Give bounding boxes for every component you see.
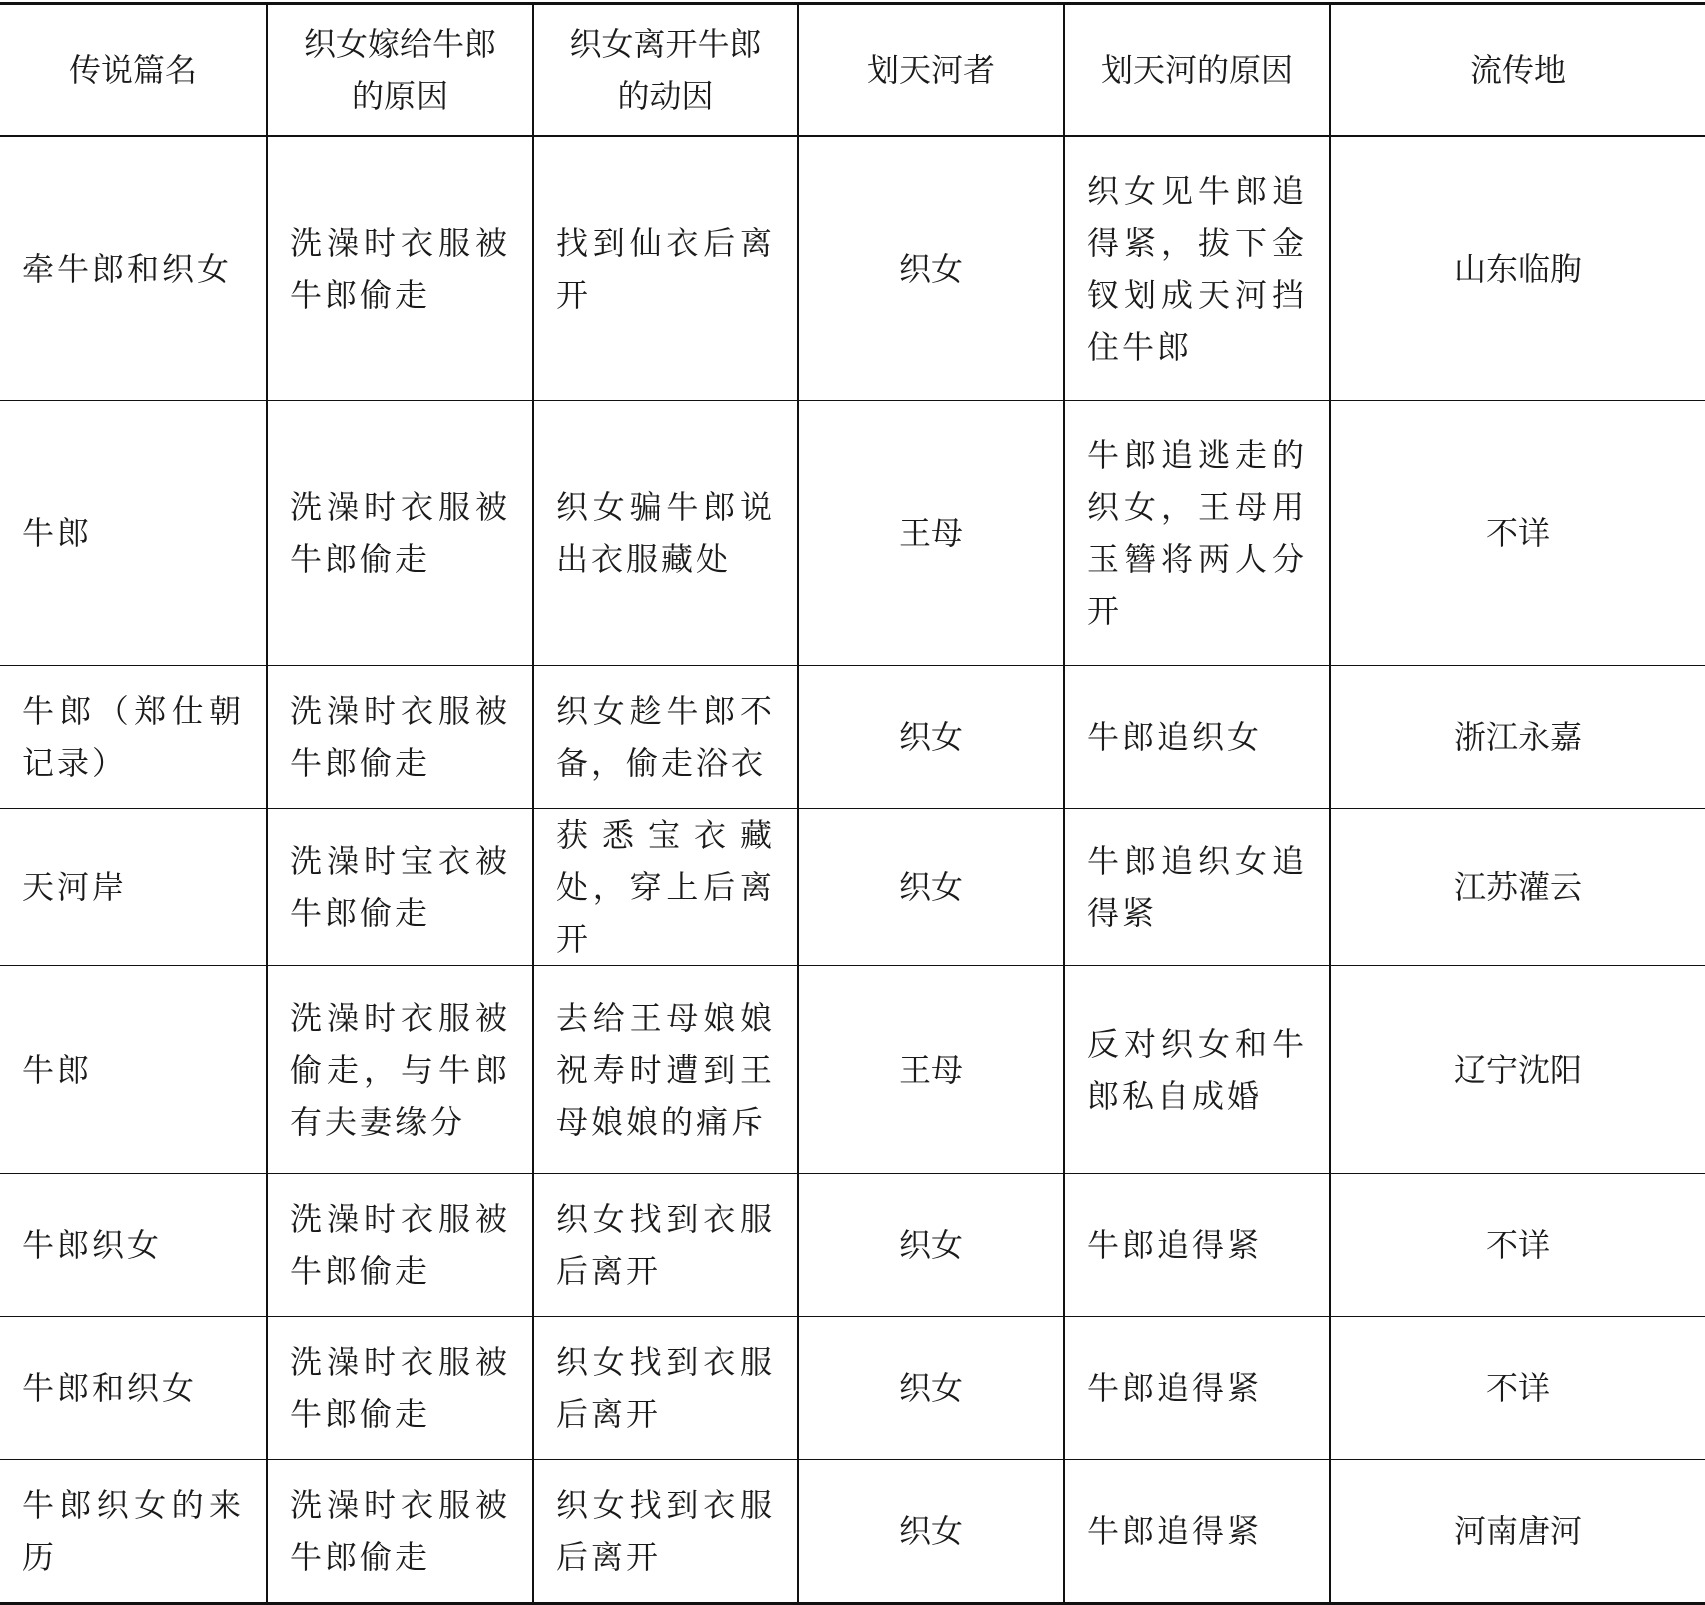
cell-leaving-motive: 去给王母娘娘祝寿时遭到王母娘娘的痛斥 [533, 966, 798, 1174]
cell-region: 山东临朐 [1330, 136, 1705, 401]
cell-region: 辽宁沈阳 [1330, 966, 1705, 1174]
cell-river-reason: 牛郎追织女追得紧 [1064, 809, 1330, 966]
cell-river-reason: 反对织女和牛郎私自成婚 [1064, 966, 1330, 1174]
table-row [0, 966, 1705, 1174]
legend-comparison-table-container [0, 2, 1705, 1605]
cell-leaving-motive: 获悉宝衣藏处，穿上后离开 [533, 809, 798, 966]
cell-region: 不详 [1330, 1317, 1705, 1460]
header-region: 流传地 [1330, 4, 1705, 137]
table-row [0, 136, 1705, 401]
cell-river-reason: 牛郎追织女 [1064, 666, 1330, 809]
cell-marriage-reason: 洗澡时衣服被牛郎偷走 [267, 136, 533, 401]
cell-river-divider: 织女 [798, 136, 1064, 401]
cell-leaving-motive: 织女骗牛郎说出衣服藏处 [533, 401, 798, 666]
cell-region: 不详 [1330, 401, 1705, 666]
header-river-reason: 划天河的原因 [1064, 4, 1330, 137]
cell-region: 浙江永嘉 [1330, 666, 1705, 809]
cell-river-reason: 牛郎追逃走的织女，王母用玉簪将两人分开 [1064, 401, 1330, 666]
header-marriage-reason: 织女嫁给牛郎的原因 [267, 4, 533, 137]
cell-title: 牛郎织女 [0, 1174, 267, 1317]
cell-river-divider: 王母 [798, 401, 1064, 666]
header-leaving-motive: 织女离开牛郎的动因 [533, 4, 798, 137]
header-river-divider: 划天河者 [798, 4, 1064, 137]
cell-river-reason: 牛郎追得紧 [1064, 1174, 1330, 1317]
cell-marriage-reason: 洗澡时衣服被牛郎偷走 [267, 1460, 533, 1604]
cell-title: 牛郎 [0, 966, 267, 1174]
cell-river-reason: 牛郎追得紧 [1064, 1460, 1330, 1604]
cell-marriage-reason: 洗澡时衣服被牛郎偷走 [267, 1174, 533, 1317]
cell-marriage-reason: 洗澡时衣服被牛郎偷走 [267, 401, 533, 666]
cell-region: 河南唐河 [1330, 1460, 1705, 1604]
cell-river-reason: 织女见牛郎追得紧，拔下金钗划成天河挡住牛郎 [1064, 136, 1330, 401]
cell-river-divider: 王母 [798, 966, 1064, 1174]
header-row [0, 4, 1705, 137]
cell-marriage-reason: 洗澡时衣服被偷走，与牛郎有夫妻缘分 [267, 966, 533, 1174]
cell-marriage-reason: 洗澡时衣服被牛郎偷走 [267, 666, 533, 809]
table-row [0, 1317, 1705, 1460]
cell-title: 牛郎织女的来历 [0, 1460, 267, 1604]
cell-river-reason: 牛郎追得紧 [1064, 1317, 1330, 1460]
cell-region: 不详 [1330, 1174, 1705, 1317]
cell-title: 天河岸 [0, 809, 267, 966]
cell-leaving-motive: 织女找到衣服后离开 [533, 1460, 798, 1604]
header-title: 传说篇名 [0, 4, 267, 137]
table-row [0, 1174, 1705, 1317]
table-row [0, 666, 1705, 809]
legend-comparison-table [0, 2, 1705, 1605]
cell-leaving-motive: 织女找到衣服后离开 [533, 1174, 798, 1317]
cell-river-divider: 织女 [798, 666, 1064, 809]
table-row [0, 1460, 1705, 1604]
cell-marriage-reason: 洗澡时宝衣被牛郎偷走 [267, 809, 533, 966]
cell-title: 牵牛郎和织女 [0, 136, 267, 401]
cell-river-divider: 织女 [798, 809, 1064, 966]
cell-title: 牛郎和织女 [0, 1317, 267, 1460]
table-row [0, 401, 1705, 666]
cell-marriage-reason: 洗澡时衣服被牛郎偷走 [267, 1317, 533, 1460]
cell-leaving-motive: 织女找到衣服后离开 [533, 1317, 798, 1460]
cell-river-divider: 织女 [798, 1317, 1064, 1460]
cell-region: 江苏灌云 [1330, 809, 1705, 966]
cell-title: 牛郎 [0, 401, 267, 666]
cell-river-divider: 织女 [798, 1460, 1064, 1604]
table-row [0, 809, 1705, 966]
cell-leaving-motive: 织女趁牛郎不备，偷走浴衣 [533, 666, 798, 809]
cell-river-divider: 织女 [798, 1174, 1064, 1317]
cell-title: 牛郎（郑仕朝记录） [0, 666, 267, 809]
cell-leaving-motive: 找到仙衣后离开 [533, 136, 798, 401]
